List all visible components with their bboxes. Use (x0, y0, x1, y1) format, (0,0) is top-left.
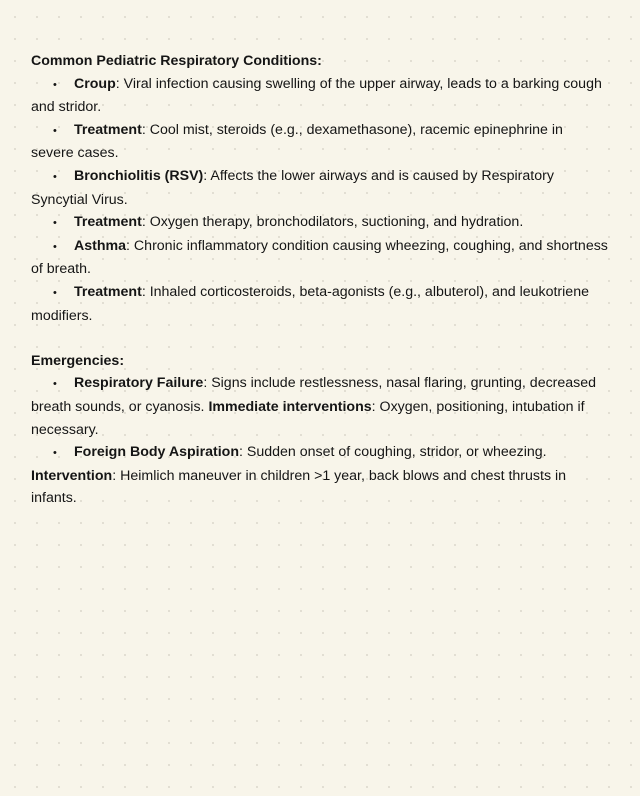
item-term: Treatment (74, 283, 142, 300)
item-term: Asthma (74, 237, 127, 254)
item-text: : Oxygen therapy, bronchodilators, suctioning, and hydration. (141, 214, 524, 231)
item-text-secondary: : Oxygen, positioning, intubation if necessary. (31, 398, 585, 438)
item-term: Foreign Body Aspiration (74, 444, 239, 461)
list-item (31, 119, 609, 165)
section-heading-conditions: Common Pediatric Respiratory Conditions: (31, 53, 322, 69)
item-term: Treatment (74, 121, 142, 138)
item-term: Treatment (74, 214, 142, 231)
bullet-icon: • (53, 124, 57, 137)
bullet-icon: • (53, 447, 57, 460)
bullet-icon: • (53, 170, 57, 183)
list-item (31, 281, 609, 327)
list-item (31, 73, 609, 119)
emergencies-list (31, 372, 609, 464)
item-text: : Viral infection causing swelling of the upper airway, leads to a barking cough and stridor. (31, 75, 602, 116)
list-item (31, 372, 609, 441)
item-text: : Sudden onset of coughing, stridor, or wheezing. (239, 444, 547, 461)
item-text: : Chronic inflammatory condition causing wheezing, coughing, and shortness of breath. (31, 237, 608, 278)
intervention-term: Intervention (31, 467, 113, 484)
list-item (31, 441, 609, 465)
list-item (31, 165, 609, 211)
list-item (31, 211, 609, 235)
list-item (31, 235, 609, 281)
item-text: : Cool mist, steroids (e.g., dexamethasone), racemic epinephrine in severe cases. (31, 121, 563, 162)
section-spacer (31, 327, 609, 350)
bullet-icon: • (53, 78, 57, 91)
bullet-icon: • (53, 378, 57, 391)
item-term-secondary: Immediate interventions (208, 398, 372, 415)
item-text: : Signs include restlessness, nasal flaring, grunting, decreased breath sounds, or cyanosis. (31, 375, 597, 415)
section-heading-emergencies: Emergencies: (31, 352, 125, 369)
item-term: Croup (74, 75, 116, 92)
intervention-text: : Heimlich maneuver in children >1 year, back blows and chest thrusts in infants. (31, 467, 567, 507)
item-text: : Affects the lower airways and is caused by Respiratory Syncytial Virus. (31, 167, 554, 208)
item-text: : Inhaled corticosteroids, beta-agonists (e.g., albuterol), and leukotriene modifiers. (31, 283, 589, 324)
item-term: Bronchiolitis (RSV) (74, 167, 204, 184)
bullet-icon: • (53, 286, 57, 299)
bullet-icon: • (53, 217, 57, 230)
item-term: Respiratory Failure (74, 375, 204, 392)
document-page (31, 50, 609, 510)
conditions-list (31, 73, 609, 328)
bullet-icon: • (53, 240, 57, 253)
intervention-line (31, 465, 609, 510)
